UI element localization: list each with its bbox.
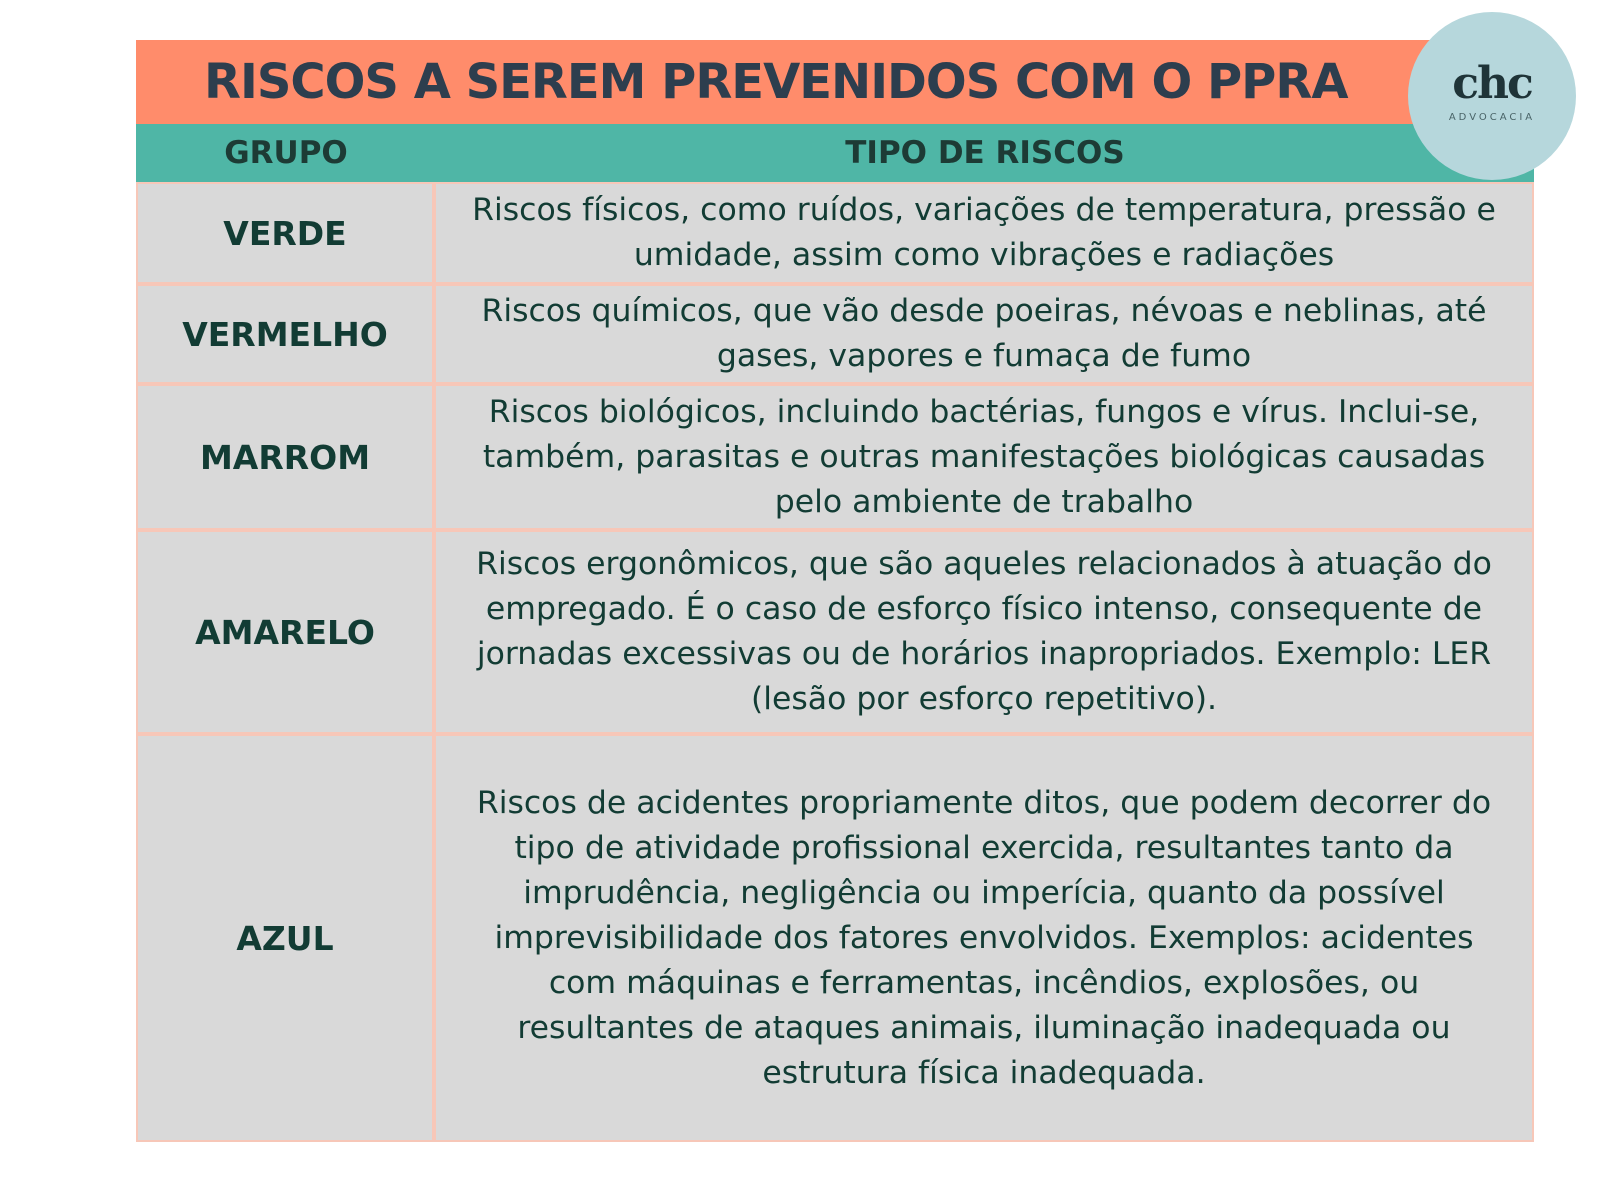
chc-logo: [1408, 12, 1576, 180]
logo-subtitle: ADVOCACIA: [1448, 112, 1536, 123]
table-row-marrom: [136, 386, 1534, 528]
header-group: GRUPO: [224, 135, 348, 171]
group-cell: VERMELHO: [138, 286, 432, 382]
group-cell: AMARELO: [138, 532, 432, 732]
description-cell: Riscos químicos, que vão desde poeiras, névoas e neblinas, até gases, vapores e fumaça de fumo: [436, 286, 1532, 382]
description-cell: Riscos biológicos, incluindo bactérias, fungos e vírus. Inclui-se, também, parasitas e outras manifestações biológicas causadas pelo ambiente de trabalho: [436, 386, 1532, 528]
table-row-azul: [136, 736, 1534, 1140]
group-cell: MARROM: [138, 386, 432, 528]
title-bar: [136, 40, 1534, 124]
description-cell: Riscos de acidentes propriamente ditos, que podem decorrer do tipo de atividade profissional exercida, resultantes tanto da imprudência, negligência ou imperícia, quanto da possível imprevisibilidade dos fatores envolvidos. Exemplos: acidentes com máquinas e ferramentas, incêndios, explosões, ou resultantes de ataques animais, iluminação inadequada ou estrutura física inadequada.: [436, 736, 1532, 1140]
table-row-amarelo: [136, 532, 1534, 732]
table-header: [136, 124, 1534, 182]
risk-table: [136, 182, 1534, 1142]
table-row-verde: [136, 184, 1534, 282]
table-row-vermelho: [136, 286, 1534, 382]
description-cell: Riscos físicos, como ruídos, variações de temperatura, pressão e umidade, assim como vibrações e radiações: [436, 184, 1532, 282]
page-title: RISCOS A SEREM PREVENIDOS COM O PPRA: [204, 54, 1348, 110]
description-cell: Riscos ergonômicos, que são aqueles relacionados à atuação do empregado. É o caso de esforço físico intenso, consequente de jornadas excessivas ou de horários inapropriados. Exemplo: LER (lesão por esforço repetitivo).: [436, 532, 1532, 732]
group-cell: VERDE: [138, 184, 432, 282]
logo-mark: chc: [1452, 58, 1532, 109]
header-risk-type: TIPO DE RISCOS: [845, 135, 1125, 171]
group-cell: AZUL: [138, 736, 432, 1140]
